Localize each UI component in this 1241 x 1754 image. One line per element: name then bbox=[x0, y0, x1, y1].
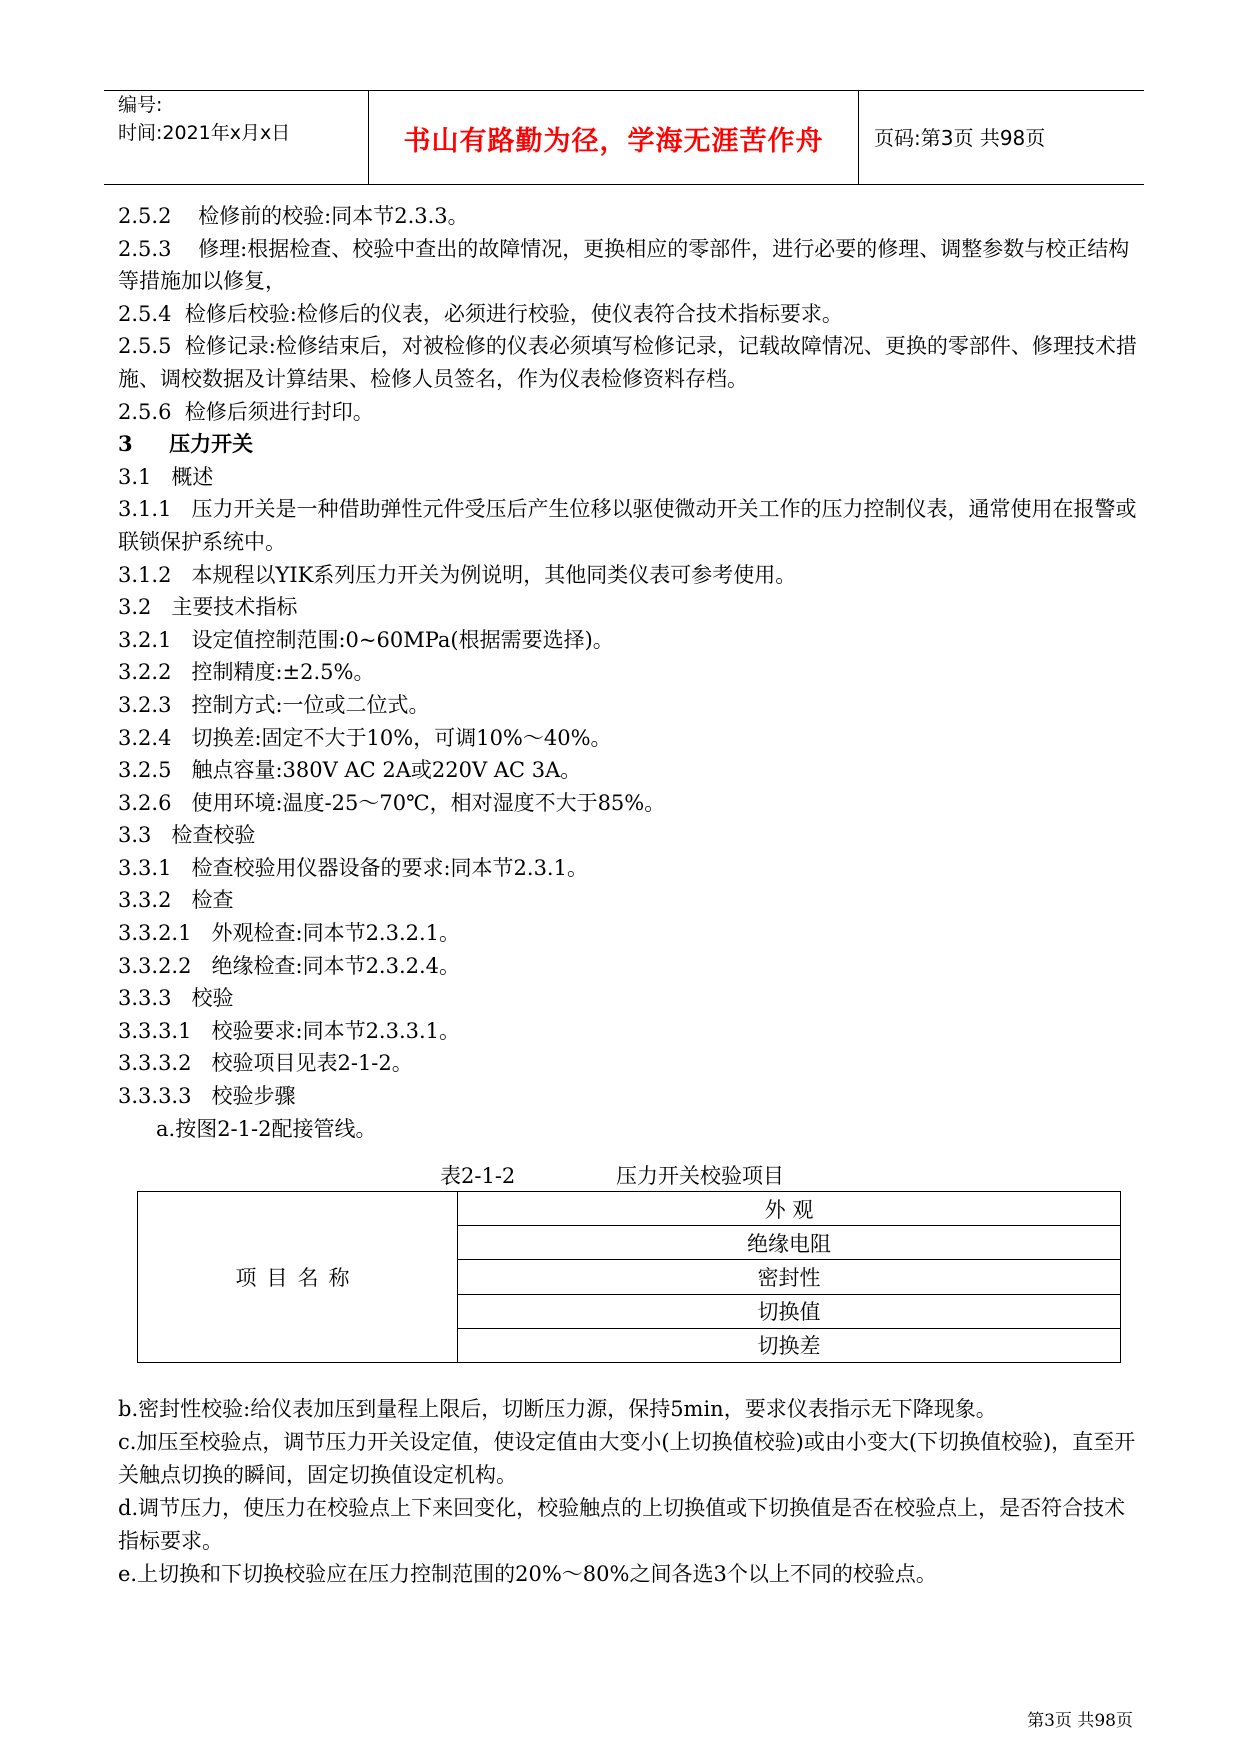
table-caption bbox=[440, 1160, 784, 1190]
paragraph: 3.3.2.2 绝缘检查:同本节2.3.2.4。 bbox=[118, 953, 461, 978]
paragraph: d.调节压力，使压力在校验点上下来回变化，校验触点的上切换值或下切换值是否在校验点上，是否符合技术指标要求。 bbox=[118, 1496, 1126, 1553]
paragraph: 3.2.1 设定值控制范围:0~60MPa(根据需要选择)。 bbox=[118, 627, 614, 652]
table-number: 表2-1-2 bbox=[440, 1164, 516, 1188]
table-cell: 切换值 bbox=[458, 1294, 1121, 1328]
paragraph: 3.2 主要技术指标 bbox=[118, 595, 298, 620]
page-header bbox=[104, 90, 1144, 185]
section-heading: 3 压力开关 bbox=[118, 431, 254, 457]
paragraph: 2.5.2 检修前的校验:同本节2.3.3。 bbox=[118, 204, 469, 228]
table-cell: 切换差 bbox=[458, 1328, 1121, 1362]
paragraph: 2.5.4 检修后校验:检修后的仪表，必须进行校验，使仪表符合技术指标要求。 bbox=[118, 301, 843, 326]
page-footer: 第3页 共98页 bbox=[1027, 1711, 1133, 1731]
paragraph: a.按图2-1-2配接管线。 bbox=[156, 1116, 377, 1141]
table-row bbox=[138, 1192, 1121, 1226]
document-number-label: 编号: bbox=[118, 94, 163, 116]
paragraph: 2.5.6 检修后须进行封印。 bbox=[118, 399, 374, 424]
paragraph: 3.3.2.1 外观检查:同本节2.3.2.1。 bbox=[118, 921, 461, 946]
paragraph: 3.3.3.2 校验项目见表2-1-2。 bbox=[118, 1051, 413, 1076]
paragraph: 2.5.5 检修记录:检修结束后，对被检修的仪表必须填写检修记录，记载故障情况、更换的零部件、修理技术措施、调校数据及计算结果、检修人员签名，作为仪表检修资料存档。 bbox=[118, 334, 1137, 391]
paragraph: 3.2.5 触点容量:380V AC 2A或220V AC 3A。 bbox=[118, 758, 582, 783]
paragraph: 3.2.4 切换差:固定不大于10%，可调10%～40%。 bbox=[118, 725, 612, 750]
paragraph: 3.3.3 校验 bbox=[118, 986, 234, 1011]
document-time: 时间:2021年x月x日 bbox=[118, 122, 291, 144]
paragraph: c.加压至校验点，调节压力开关设定值，使设定值由大变小(上切换值校验)或由小变大(下切换值校验)，直至开关触点切换的瞬间，固定切换值设定机构。 bbox=[118, 1430, 1136, 1487]
paragraph: 3.2.2 控制精度:±2.5%。 bbox=[118, 660, 375, 685]
paragraph: 3.3.1 检查校验用仪器设备的要求:同本节2.3.1。 bbox=[118, 855, 588, 880]
table-cell: 密封性 bbox=[458, 1260, 1121, 1294]
header-left bbox=[118, 91, 290, 147]
paragraph: 3.3.3.1 校验要求:同本节2.3.3.1。 bbox=[118, 1018, 461, 1043]
calibration-items-table bbox=[137, 1191, 1121, 1363]
header-motto: 书山有路勤为径，学海无涯苦作舟 bbox=[403, 126, 824, 157]
paragraph: 3.3.3.3 校验步骤 bbox=[118, 1084, 296, 1109]
paragraph: 3.2.6 使用环境:温度-25～70℃，相对湿度不大于85%。 bbox=[118, 790, 666, 815]
table-title: 压力开关校验项目 bbox=[616, 1164, 784, 1188]
document-body-continued bbox=[118, 1393, 1138, 1591]
paragraph: e.上切换和下切换校验应在压力控制范围的20%～80%之间各选3个以上不同的校验点。 bbox=[118, 1562, 937, 1586]
paragraph: 3.3 检查校验 bbox=[118, 823, 256, 848]
table-name-header: 项目名称 bbox=[138, 1192, 458, 1363]
document-body bbox=[118, 200, 1138, 1145]
paragraph: 3.1.1 压力开关是一种借助弹性元件受压后产生位移以驱使微动开关工作的压力控制仪表，通常使用在报警或联锁保护系统中。 bbox=[118, 497, 1137, 554]
paragraph: 3.1.2 本规程以YIK系列压力开关为例说明，其他同类仪表可参考使用。 bbox=[118, 562, 797, 587]
paragraph: b.密封性校验:给仪表加压到量程上限后，切断压力源，保持5min，要求仪表指示无下降现象。 bbox=[118, 1397, 997, 1421]
table-cell: 外 观 bbox=[458, 1192, 1121, 1226]
paragraph: 3.3.2 检查 bbox=[118, 888, 234, 913]
header-divider bbox=[858, 91, 859, 184]
header-page-code: 页码:第3页 共98页 bbox=[874, 126, 1046, 150]
paragraph: 3.2.3 控制方式:一位或二位式。 bbox=[118, 692, 430, 717]
paragraph: 3.1 概述 bbox=[118, 464, 214, 489]
paragraph: 2.5.3 修理:根据检查、校验中查出的故障情况，更换相应的零部件，进行必要的修理、调整参数与校正结构等措施加以修复， bbox=[118, 236, 1130, 294]
table-cell: 绝缘电阻 bbox=[458, 1226, 1121, 1260]
